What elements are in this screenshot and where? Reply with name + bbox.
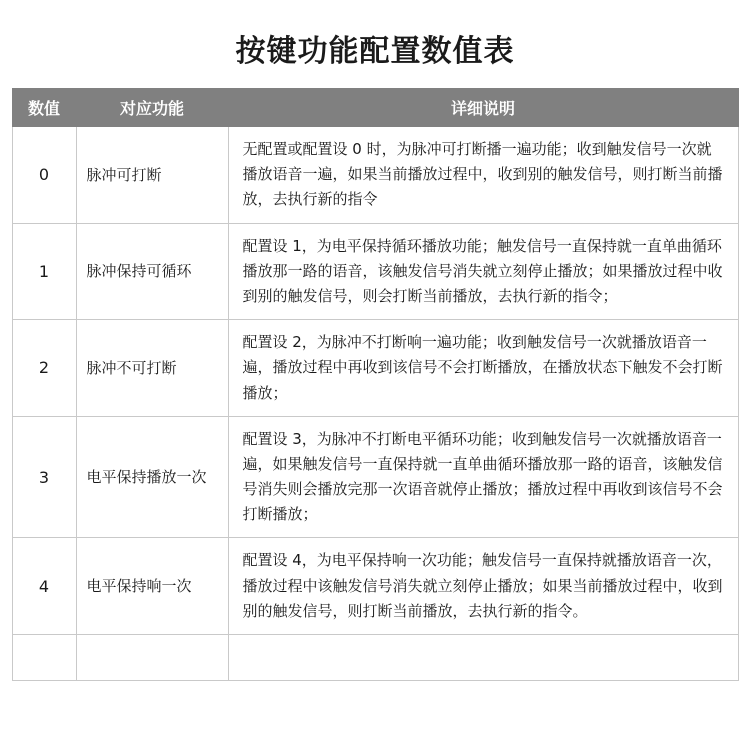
cell-function: 脉冲可打断 — [76, 127, 228, 224]
cell-description: 配置设 4，为电平保持响一次功能；触发信号一直保持就播放语音一次，播放过程中该触发信号消失就立刻停止播放；如果当前播放过程中，收到别的触发信号，则打断当前播放，去执行新的指令。 — [228, 538, 738, 635]
cell-function: 脉冲保持可循环 — [76, 223, 228, 320]
table-header-row — [12, 89, 738, 127]
cell-function — [76, 635, 228, 681]
table-row — [12, 223, 738, 320]
table-row — [12, 320, 738, 417]
cell-value: 4 — [12, 538, 76, 635]
page-title: 按键功能配置数值表 — [235, 34, 515, 69]
table-row — [12, 538, 738, 635]
cell-value — [12, 635, 76, 681]
column-header-description: 详细说明 — [228, 89, 738, 127]
cell-description: 配置设 3，为脉冲不打断电平循环功能；收到触发信号一次就播放语音一遍，如果触发信号一直保持就一直单曲循环播放那一路的语音，该触发信号消失则会播放完那一次语音就停止播放；播放过程中再收到该信号不会打断播放； — [228, 416, 738, 538]
cell-value: 3 — [12, 416, 76, 538]
table-row — [12, 127, 738, 224]
table-body — [12, 127, 738, 681]
cell-function: 电平保持响一次 — [76, 538, 228, 635]
column-header-value: 数值 — [12, 89, 76, 127]
cell-function: 脉冲不可打断 — [76, 320, 228, 417]
cell-value: 0 — [12, 127, 76, 224]
cell-description: 配置设 2，为脉冲不打断响一遍功能；收到触发信号一次就播放语音一遍，播放过程中再收到该信号不会打断播放，在播放状态下触发不会打断播放； — [228, 320, 738, 417]
config-value-table — [12, 88, 739, 681]
cell-function: 电平保持播放一次 — [76, 416, 228, 538]
table-header — [12, 89, 738, 127]
table-row — [12, 416, 738, 538]
cell-value: 2 — [12, 320, 76, 417]
cell-description — [228, 635, 738, 681]
table-row — [12, 635, 738, 681]
cell-value: 1 — [12, 223, 76, 320]
cell-description: 无配置或配置设 0 时，为脉冲可打断播一遍功能；收到触发信号一次就播放语音一遍，如果当前播放过程中，收到别的触发信号，则打断当前播放，去执行新的指令 — [228, 127, 738, 224]
cell-description: 配置设 1，为电平保持循环播放功能；触发信号一直保持就一直单曲循环播放那一路的语音，该触发信号消失就立刻停止播放；如果播放过程中收到别的触发信号，则会打断当前播放，去执行新的指令； — [228, 223, 738, 320]
column-header-function: 对应功能 — [76, 89, 228, 127]
